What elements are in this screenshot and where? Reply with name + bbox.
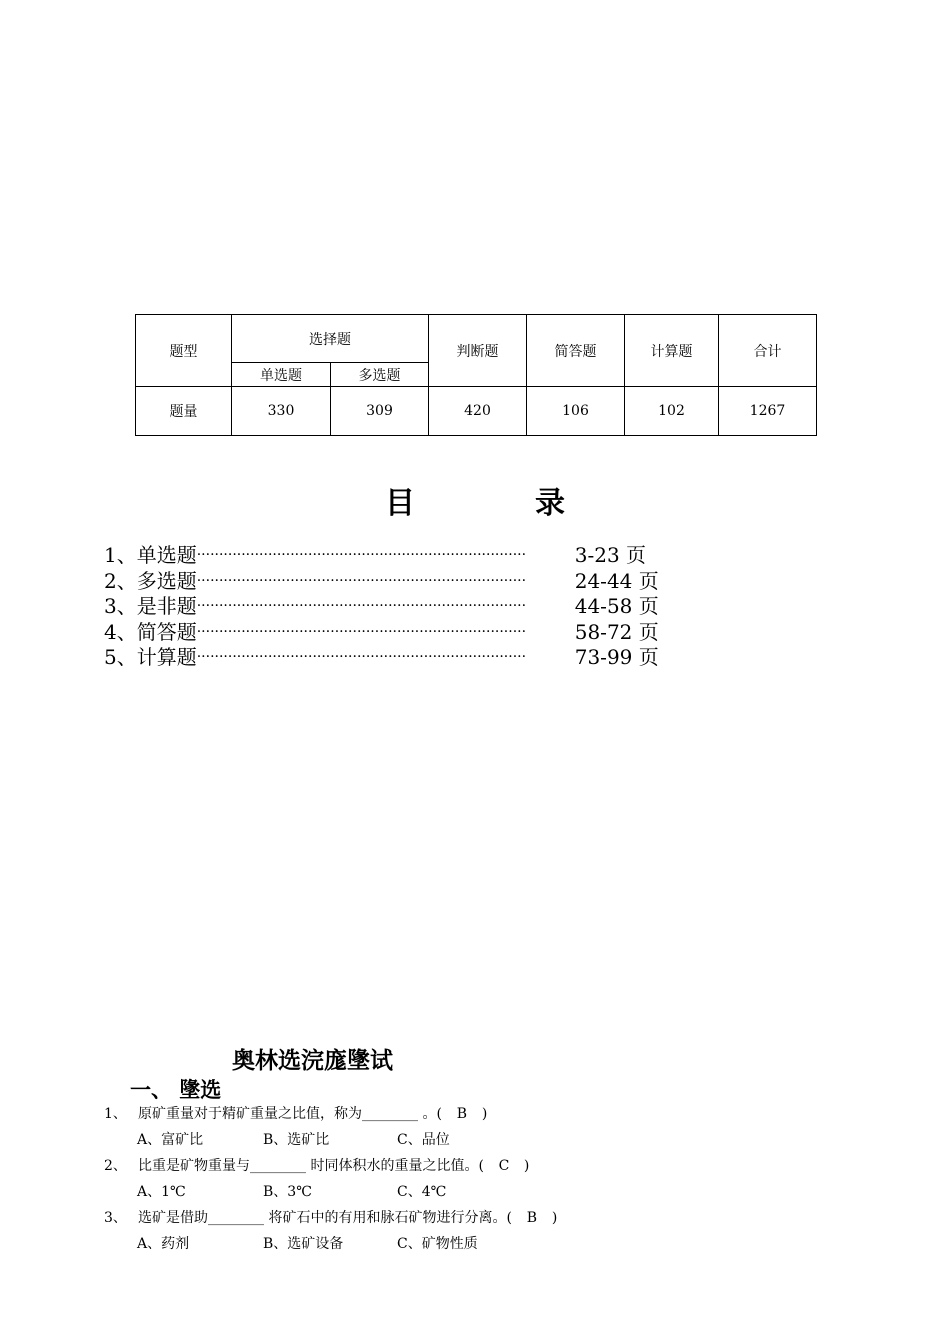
toc-item-label: 1、单选题 [104,543,197,567]
question-close: ) [523,1158,530,1174]
toc-item[interactable] [104,645,704,671]
toc-title [0,478,950,522]
option-b: B、选矿比 [263,1132,330,1148]
toc-leader-dots: ·········································································· [196,547,527,563]
toc-title-right: 录 [535,486,565,521]
toc-item-pages: 44-58 页 [574,594,659,618]
toc-leader-dots: ·········································································· [196,649,527,665]
header-calc-label: 计算题 [625,315,719,387]
header-choice-label: 选择题 [232,315,429,363]
header-judge-label: 判断题 [429,315,527,387]
option-a: A、1℃ [137,1184,186,1200]
judge-count: 420 [429,387,527,436]
question-answer: B [526,1210,538,1226]
row-count-label: 题量 [136,387,232,436]
question-2 [104,1155,529,1175]
question-answer: C [498,1158,510,1174]
header-multi-label: 多选题 [331,363,429,387]
toc-item[interactable] [104,569,704,595]
toc-item-label: 3、是非题 [104,594,197,618]
question-3-options [137,1233,478,1253]
toc-item[interactable] [104,620,704,646]
multi-count: 309 [331,387,429,436]
toc-item-pages: 24-44 页 [574,568,659,593]
toc-item-label: 5、计算题 [104,645,197,669]
question-number: 2、 [104,1158,127,1174]
question-number: 1、 [104,1106,127,1122]
toc-leader-dots: ·········································································· [196,623,527,640]
question-answer: B [456,1106,468,1122]
toc-leader-dots: ·········································································· [196,572,527,589]
calc-count: 102 [625,387,719,436]
question-close: ) [481,1106,488,1122]
question-1-options [137,1129,450,1149]
short-count: 106 [527,387,625,436]
section-title: 奥林选浣庬墬试 [232,1048,393,1074]
option-b: B、3℃ [263,1184,312,1200]
question-2-options [137,1181,446,1201]
option-c: C、4℃ [397,1184,447,1200]
question-close: ) [551,1210,558,1226]
question-3 [104,1207,557,1227]
question-text: 比重是矿物重量与________ 时同体积水的重量之比值。( [138,1158,484,1174]
toc-item[interactable] [104,543,704,569]
header-single-label: 单选题 [232,363,331,387]
question-count-table [135,314,817,436]
header-type-label: 题型 [136,315,232,387]
option-b: B、选矿设备 [263,1236,344,1252]
option-a: A、药剂 [137,1236,190,1252]
toc-item-label: 4、简答题 [104,619,197,644]
question-1 [104,1103,487,1123]
single-count: 330 [232,387,331,436]
toc-leader-dots: ·········································································· [196,598,527,614]
option-c: C、矿物性质 [397,1236,478,1252]
toc-title-left: 目 [385,486,415,521]
toc-item-label: 2、多选题 [104,568,197,593]
header-total-label: 合计 [719,315,817,387]
question-text: 原矿重量对于精矿重量之比值，称为________ 。( [138,1106,442,1122]
question-text: 选矿是借助________ 将矿石中的有用和脉石矿物进行分离。( [138,1210,512,1226]
toc-item-pages: 73-99 页 [574,645,659,669]
total-count: 1267 [719,387,817,436]
section-heading: 一、 墬选 [130,1078,222,1102]
option-a: A、富矿比 [137,1132,204,1148]
toc-item-pages: 3-23 页 [574,543,647,567]
table-of-contents [104,543,704,671]
question-number: 3、 [104,1210,127,1226]
option-c: C、品位 [397,1132,450,1148]
header-short-label: 简答题 [527,315,625,387]
toc-item-pages: 58-72 页 [574,619,659,644]
toc-item[interactable] [104,594,704,620]
